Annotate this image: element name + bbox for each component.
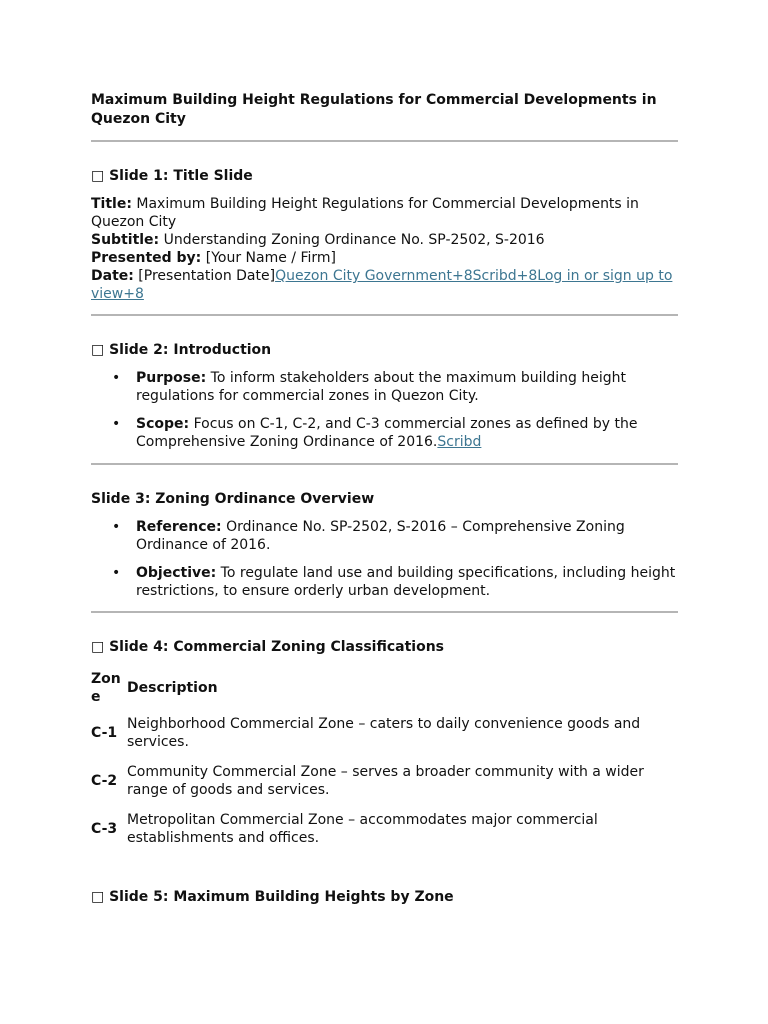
slide-5-heading: □ Slide 5: Maximum Building Heights by Zone <box>91 889 454 905</box>
divider <box>91 140 678 142</box>
table-row <box>91 708 678 758</box>
slide-1-section <box>91 167 678 303</box>
document-body <box>91 91 678 906</box>
purpose-label: Purpose: <box>136 370 207 386</box>
divider <box>91 314 678 316</box>
list-item <box>136 369 678 405</box>
scope-text: Focus on C-1, C-2, and C-3 commercial zones as defined by the Comprehensive Zoning Ordinance of 2016. <box>136 416 638 450</box>
presented-by-line <box>91 249 678 267</box>
reference-text: Ordinance No. SP-2502, S-2016 – Comprehensive Zoning Ordinance of 2016. <box>136 519 625 553</box>
source-link[interactable]: Quezon City Government+8Scribd+8Log in or sign up to view+8 <box>91 268 673 302</box>
document-title: Maximum Building Height Regulations for Commercial Developments in Quezon City <box>91 92 657 127</box>
zone-cell: C-2 <box>91 773 118 789</box>
slide-5-section <box>91 888 678 906</box>
title-line <box>91 195 678 231</box>
slide-2-heading: □ Slide 2: Introduction <box>91 342 272 358</box>
zone-cell: C-1 <box>91 725 118 741</box>
slide-3-heading: Slide 3: Zoning Ordinance Overview <box>91 491 375 507</box>
list-item <box>136 564 678 600</box>
date-label: Date: <box>91 268 134 284</box>
date-value: [Presentation Date] <box>133 268 276 284</box>
slide-3-section <box>91 490 678 600</box>
slide-3-list <box>91 518 678 600</box>
description-column-header: Description <box>127 680 218 696</box>
description-cell: Community Commercial Zone – serves a broader community with a wider range of goods and services. <box>127 764 644 798</box>
zoning-table <box>91 668 678 854</box>
list-item <box>136 415 678 451</box>
presented-by-value: [Your Name / Firm] <box>201 250 336 266</box>
slide-4-heading: □ Slide 4: Commercial Zoning Classifications <box>91 639 444 655</box>
reference-label: Reference: <box>136 519 222 535</box>
purpose-text: To inform stakeholders about the maximum building height regulations for commercial zones in Quezon City. <box>136 370 627 404</box>
description-cell: Neighborhood Commercial Zone – caters to daily convenience goods and services. <box>127 716 641 750</box>
list-item <box>136 518 678 554</box>
zone-cell: C-3 <box>91 821 118 837</box>
date-line <box>91 267 678 303</box>
slide-2-list <box>91 369 678 451</box>
scope-label: Scope: <box>136 416 190 432</box>
objective-label: Objective: <box>136 565 217 581</box>
subtitle-line <box>91 231 678 249</box>
title-label: Title: <box>91 196 132 212</box>
subtitle-label: Subtitle: <box>91 232 160 248</box>
table-row <box>91 804 678 854</box>
slide-2-section <box>91 341 678 451</box>
slide-4-section <box>91 638 678 854</box>
presented-by-label: Presented by: <box>91 250 202 266</box>
subtitle-value: Understanding Zoning Ordinance No. SP-2502, S-2016 <box>159 232 545 248</box>
slide-1-details <box>91 195 678 303</box>
objective-text: To regulate land use and building specifications, including height restrictions, to ensure orderly urban development. <box>136 565 676 599</box>
divider <box>91 463 678 465</box>
slide-1-heading: □ Slide 1: Title Slide <box>91 168 253 184</box>
title-value: Maximum Building Height Regulations for Commercial Developments in Quezon City <box>91 196 639 230</box>
description-cell: Metropolitan Commercial Zone – accommodates major commercial establishments and offices. <box>127 812 598 846</box>
divider <box>91 611 678 613</box>
table-row <box>91 758 678 804</box>
zone-column-header: Zone <box>91 671 121 705</box>
table-header-row <box>91 668 678 708</box>
scribd-link[interactable]: Scribd <box>437 434 482 450</box>
